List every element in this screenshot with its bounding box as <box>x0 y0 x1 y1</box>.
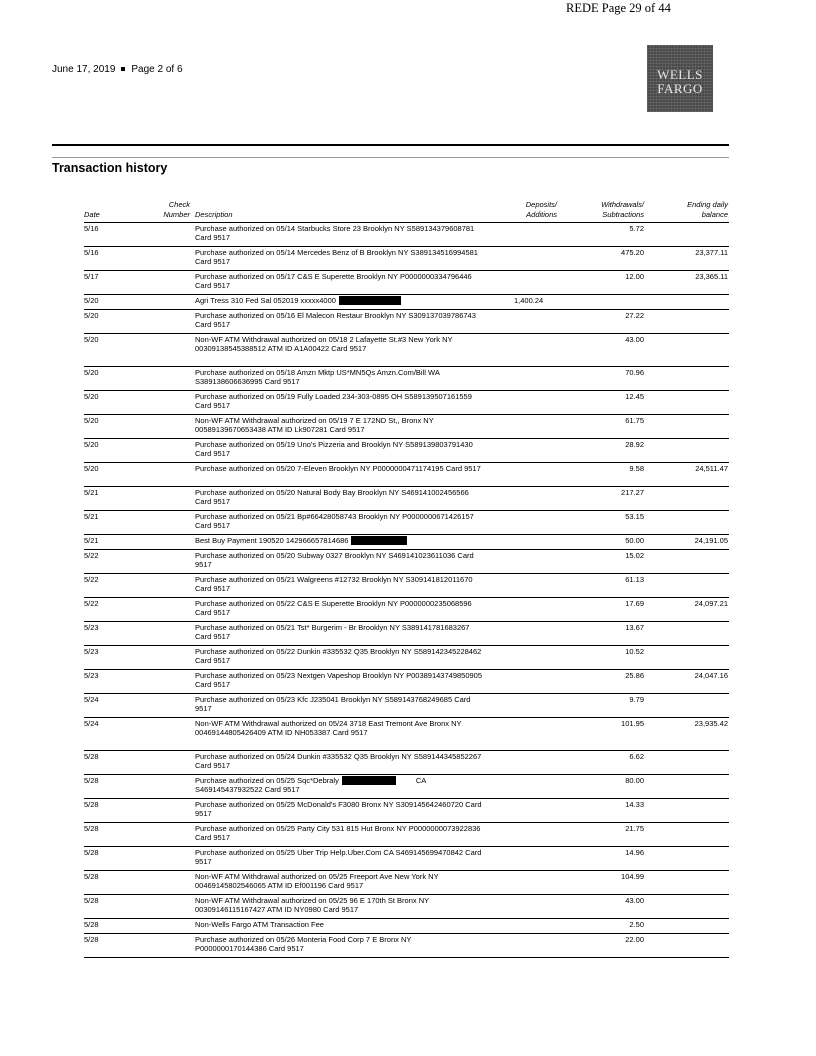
withdrawal-amount: 70.96 <box>625 368 644 377</box>
transaction-date: 5/24 <box>84 695 99 704</box>
transaction-description: Non-Wells Fargo ATM Transaction Fee <box>195 920 324 929</box>
transaction-row <box>84 750 729 773</box>
transaction-date: 5/23 <box>84 671 99 680</box>
withdrawal-amount: 61.13 <box>625 575 644 584</box>
transaction-description: Non-WF ATM Withdrawal authorized on 05/19 7 E 172ND St,, Bronx NY 00589139670653438 ATM ID Lk907281 Card 9517 <box>195 416 434 434</box>
transaction-row <box>84 693 729 716</box>
transaction-date: 5/16 <box>84 248 99 257</box>
page-stamp: REDE Page 29 of 44 <box>566 1 671 15</box>
transaction-description: Purchase authorized on 05/19 Uno's Pizzeria and Brooklyn NY S589139803791430 Card 9517 <box>195 440 473 458</box>
ending-balance: 24,047.16 <box>694 671 728 680</box>
transaction-row <box>84 573 729 596</box>
transaction-date: 5/28 <box>84 752 99 761</box>
transaction-row <box>84 798 729 821</box>
transaction-description: Purchase authorized on 05/23 Kfc J235041 Brooklyn NY S589143768249685 Card 9517 <box>195 695 471 713</box>
transaction-date: 5/22 <box>84 551 99 560</box>
transaction-description: Purchase authorized on 05/14 Mercedes Benz of B Brooklyn NY S389134516994581 Card 9517 <box>195 248 478 266</box>
transaction-row <box>84 534 729 548</box>
transaction-date: 5/22 <box>84 599 99 608</box>
withdrawal-amount: 17.69 <box>625 599 644 608</box>
col-balance: Ending daily balance <box>687 200 728 219</box>
transaction-row <box>84 846 729 869</box>
transaction-description: Purchase authorized on 05/22 C&S E Superette Brooklyn NY P0000000235068596 Card 9517 <box>195 599 472 617</box>
redaction-box <box>342 776 396 785</box>
withdrawal-amount: 9.79 <box>629 695 644 704</box>
transaction-date: 5/17 <box>84 272 99 281</box>
wells-fargo-logo: WELLS FARGO <box>647 45 713 112</box>
withdrawal-amount: 80.00 <box>625 776 644 785</box>
transaction-row <box>84 333 729 365</box>
ending-balance: 23,365.11 <box>695 272 728 281</box>
transaction-description: Purchase authorized on 05/25 Sqc*Debraly CA S469145437932522 Card 9517 <box>195 776 427 794</box>
transaction-description: Purchase authorized on 05/22 Dunkin #335532 Q35 Brooklyn NY S589142345228462 Card 9517 <box>195 647 482 665</box>
withdrawal-amount: 101.95 <box>621 719 644 728</box>
withdrawal-amount: 28.92 <box>625 440 644 449</box>
transaction-date: 5/28 <box>84 848 99 857</box>
transaction-date: 5/23 <box>84 647 99 656</box>
withdrawal-amount: 12.00 <box>625 272 644 281</box>
transaction-description: Purchase authorized on 05/21 Walgreens #12732 Brooklyn NY S309141812011670 Card 9517 <box>195 575 473 593</box>
transaction-row <box>84 870 729 893</box>
col-withdrawals: Withdrawals/ Subtractions <box>601 200 644 219</box>
withdrawal-amount: 14.33 <box>625 800 644 809</box>
transaction-row <box>84 486 729 509</box>
transaction-date: 5/20 <box>84 440 99 449</box>
transaction-date: 5/20 <box>84 311 99 320</box>
transaction-description: Purchase authorized on 05/17 C&S E Superette Brooklyn NY P0000000334796446 Card 9517 <box>195 272 472 290</box>
transaction-date: 5/28 <box>84 920 99 929</box>
ending-balance: 24,097.21 <box>694 599 728 608</box>
transaction-row <box>84 414 729 437</box>
bullet-separator <box>121 67 125 71</box>
withdrawal-amount: 2.50 <box>629 920 644 929</box>
deposit-amount: 1,400.24 <box>514 296 544 305</box>
transaction-row <box>84 822 729 845</box>
transaction-row <box>84 549 729 572</box>
withdrawal-amount: 12.45 <box>625 392 644 401</box>
transaction-date: 5/20 <box>84 335 99 344</box>
transaction-date: 5/21 <box>84 512 99 521</box>
transaction-date: 5/16 <box>84 224 99 233</box>
transaction-row <box>84 510 729 533</box>
withdrawal-amount: 13.67 <box>625 623 644 632</box>
withdrawal-amount: 10.52 <box>625 647 644 656</box>
transaction-date: 5/20 <box>84 392 99 401</box>
redaction-box <box>351 536 407 545</box>
transaction-row <box>84 933 729 956</box>
withdrawal-amount: 21.75 <box>625 824 644 833</box>
transaction-row <box>84 309 729 332</box>
transaction-row <box>84 366 729 389</box>
withdrawal-amount: 15.02 <box>625 551 644 560</box>
transaction-date: 5/28 <box>84 824 99 833</box>
transaction-description: Best Buy Payment 190520 142966657814686 <box>195 536 485 545</box>
transaction-description: Purchase authorized on 05/16 El Malecon Restaur Brooklyn NY S309137039786743 Card 9517 <box>195 311 476 329</box>
withdrawal-amount: 43.00 <box>625 896 644 905</box>
col-deposits: Deposits/ Additions <box>525 200 557 219</box>
withdrawal-amount: 50.00 <box>625 536 644 545</box>
transaction-description: Non-WF ATM Withdrawal authorized on 05/25 96 E 170th St Bronx NY 00309146115167427 ATM ID NY0980 Card 9517 <box>195 896 430 914</box>
statement-date-line <box>52 64 183 75</box>
transaction-description: Purchase authorized on 05/25 Party City 531 815 Hut Bronx NY P0000000073922836 Card 9517 <box>195 824 481 842</box>
ending-balance: 24,191.05 <box>694 536 728 545</box>
transaction-description: Purchase authorized on 05/26 Monteria Food Corp 7 E Bronx NY P0000000170144386 Card 9517 <box>195 935 412 953</box>
withdrawal-amount: 53.15 <box>625 512 644 521</box>
ending-balance: 23,935.42 <box>694 719 728 728</box>
transaction-date: 5/24 <box>84 719 99 728</box>
transaction-date: 5/28 <box>84 776 99 785</box>
withdrawal-amount: 217.27 <box>621 488 644 497</box>
transaction-row <box>84 390 729 413</box>
transaction-date: 5/20 <box>84 368 99 377</box>
ending-balance: 24,511.47 <box>695 464 728 473</box>
withdrawal-amount: 6.62 <box>629 752 644 761</box>
transaction-date: 5/20 <box>84 464 99 473</box>
transaction-date: 5/20 <box>84 296 99 305</box>
withdrawal-amount: 5.72 <box>629 224 644 233</box>
col-date: Date <box>84 210 100 219</box>
transaction-row <box>84 645 729 668</box>
transaction-row <box>84 918 729 932</box>
transaction-description: Agri Tress 310 Fed Sal 052019 xxxxx4000 <box>195 296 485 305</box>
transaction-row <box>84 717 729 749</box>
transaction-date: 5/20 <box>84 416 99 425</box>
transaction-row <box>84 294 729 308</box>
transaction-description: Purchase authorized on 05/20 Natural Body Bay Brooklyn NY S469141002456566 Card 9517 <box>195 488 469 506</box>
transaction-description: Purchase authorized on 05/18 Amzn Mktp US*MN5Qs Amzn.Com/Bill WA S389138606636995 Card 9517 <box>195 368 440 386</box>
transaction-date: 5/22 <box>84 575 99 584</box>
transaction-description: Non-WF ATM Withdrawal authorized on 05/24 3718 East Tremont Ave Bronx NY 00469144805426409 ATM ID NH053387 Card 9517 <box>195 719 462 737</box>
transaction-description: Purchase authorized on 05/21 Tst* Burgerim - Br Brooklyn NY S389141781683267 Card 9517 <box>195 623 470 641</box>
transaction-row <box>84 774 729 797</box>
col-description: Description <box>195 210 233 219</box>
transaction-date: 5/21 <box>84 488 99 497</box>
transaction-description: Purchase authorized on 05/25 Uber Trip Help.Uber.Com CA S469145699470842 Card 9517 <box>195 848 482 866</box>
transaction-row <box>84 597 729 620</box>
withdrawal-amount: 14.96 <box>625 848 644 857</box>
transaction-row <box>84 669 729 692</box>
transaction-row <box>84 270 729 293</box>
transaction-row <box>84 246 729 269</box>
transaction-row <box>84 462 729 485</box>
transaction-date: 5/28 <box>84 872 99 881</box>
page-number: Page 2 of 6 <box>131 64 183 75</box>
transaction-row <box>84 222 729 245</box>
withdrawal-amount: 61.75 <box>625 416 644 425</box>
transaction-description: Purchase authorized on 05/14 Starbucks Store 23 Brooklyn NY S589134379608781 Card 9517 <box>195 224 475 242</box>
transaction-date: 5/21 <box>84 536 99 545</box>
transaction-description: Purchase authorized on 05/19 Fully Loaded 234-303-0895 OH S589139507161559 Card 9517 <box>195 392 472 410</box>
redaction-box <box>339 296 401 305</box>
transaction-row <box>84 621 729 644</box>
withdrawal-amount: 25.86 <box>625 671 644 680</box>
withdrawal-amount: 43.00 <box>625 335 644 344</box>
transaction-description: Purchase authorized on 05/21 Bp#66428058743 Brooklyn NY P0000000671426157 Card 9517 <box>195 512 474 530</box>
withdrawal-amount: 475.20 <box>621 248 644 257</box>
section-divider <box>52 157 729 158</box>
table-bottom-rule <box>84 957 729 958</box>
withdrawal-amount: 9.58 <box>629 464 644 473</box>
transaction-description: Purchase authorized on 05/25 McDonald's F3080 Bronx NY S309145642460720 Card 9517 <box>195 800 482 818</box>
transaction-date: 5/23 <box>84 623 99 632</box>
transaction-description: Purchase authorized on 05/20 7-Eleven Brooklyn NY P0000000471174195 Card 9517 <box>195 464 481 473</box>
col-check: Check Number <box>163 200 190 219</box>
section-title: Transaction history <box>52 161 168 175</box>
transaction-row <box>84 894 729 917</box>
statement-date: June 17, 2019 <box>52 64 116 75</box>
transaction-description: Non-WF ATM Withdrawal authorized on 05/25 Freeport Ave New York NY 00469145802546065 ATM ID Ef001196 Card 9517 <box>195 872 439 890</box>
transaction-date: 5/28 <box>84 800 99 809</box>
transaction-description: Purchase authorized on 05/23 Nextgen Vapeshop Brooklyn NY P00389143749850905 Card 9517 <box>195 671 483 689</box>
transaction-description: Purchase authorized on 05/20 Subway 0327 Brooklyn NY S469141023611036 Card 9517 <box>195 551 474 569</box>
withdrawal-amount: 22.00 <box>625 935 644 944</box>
transaction-row <box>84 438 729 461</box>
withdrawal-amount: 104.99 <box>621 872 644 881</box>
header-divider <box>52 144 729 146</box>
transaction-description: Non-WF ATM Withdrawal authorized on 05/18 2 Lafayette St.#3 New York NY 00309138545388512 ATM ID A1A00422 Card 9517 <box>195 335 453 353</box>
transaction-date: 5/28 <box>84 935 99 944</box>
ending-balance: 23,377.11 <box>695 248 728 257</box>
transaction-date: 5/28 <box>84 896 99 905</box>
transaction-description: Purchase authorized on 05/24 Dunkin #335532 Q35 Brooklyn NY S589144345852267 Card 9517 <box>195 752 482 770</box>
withdrawal-amount: 27.22 <box>625 311 644 320</box>
